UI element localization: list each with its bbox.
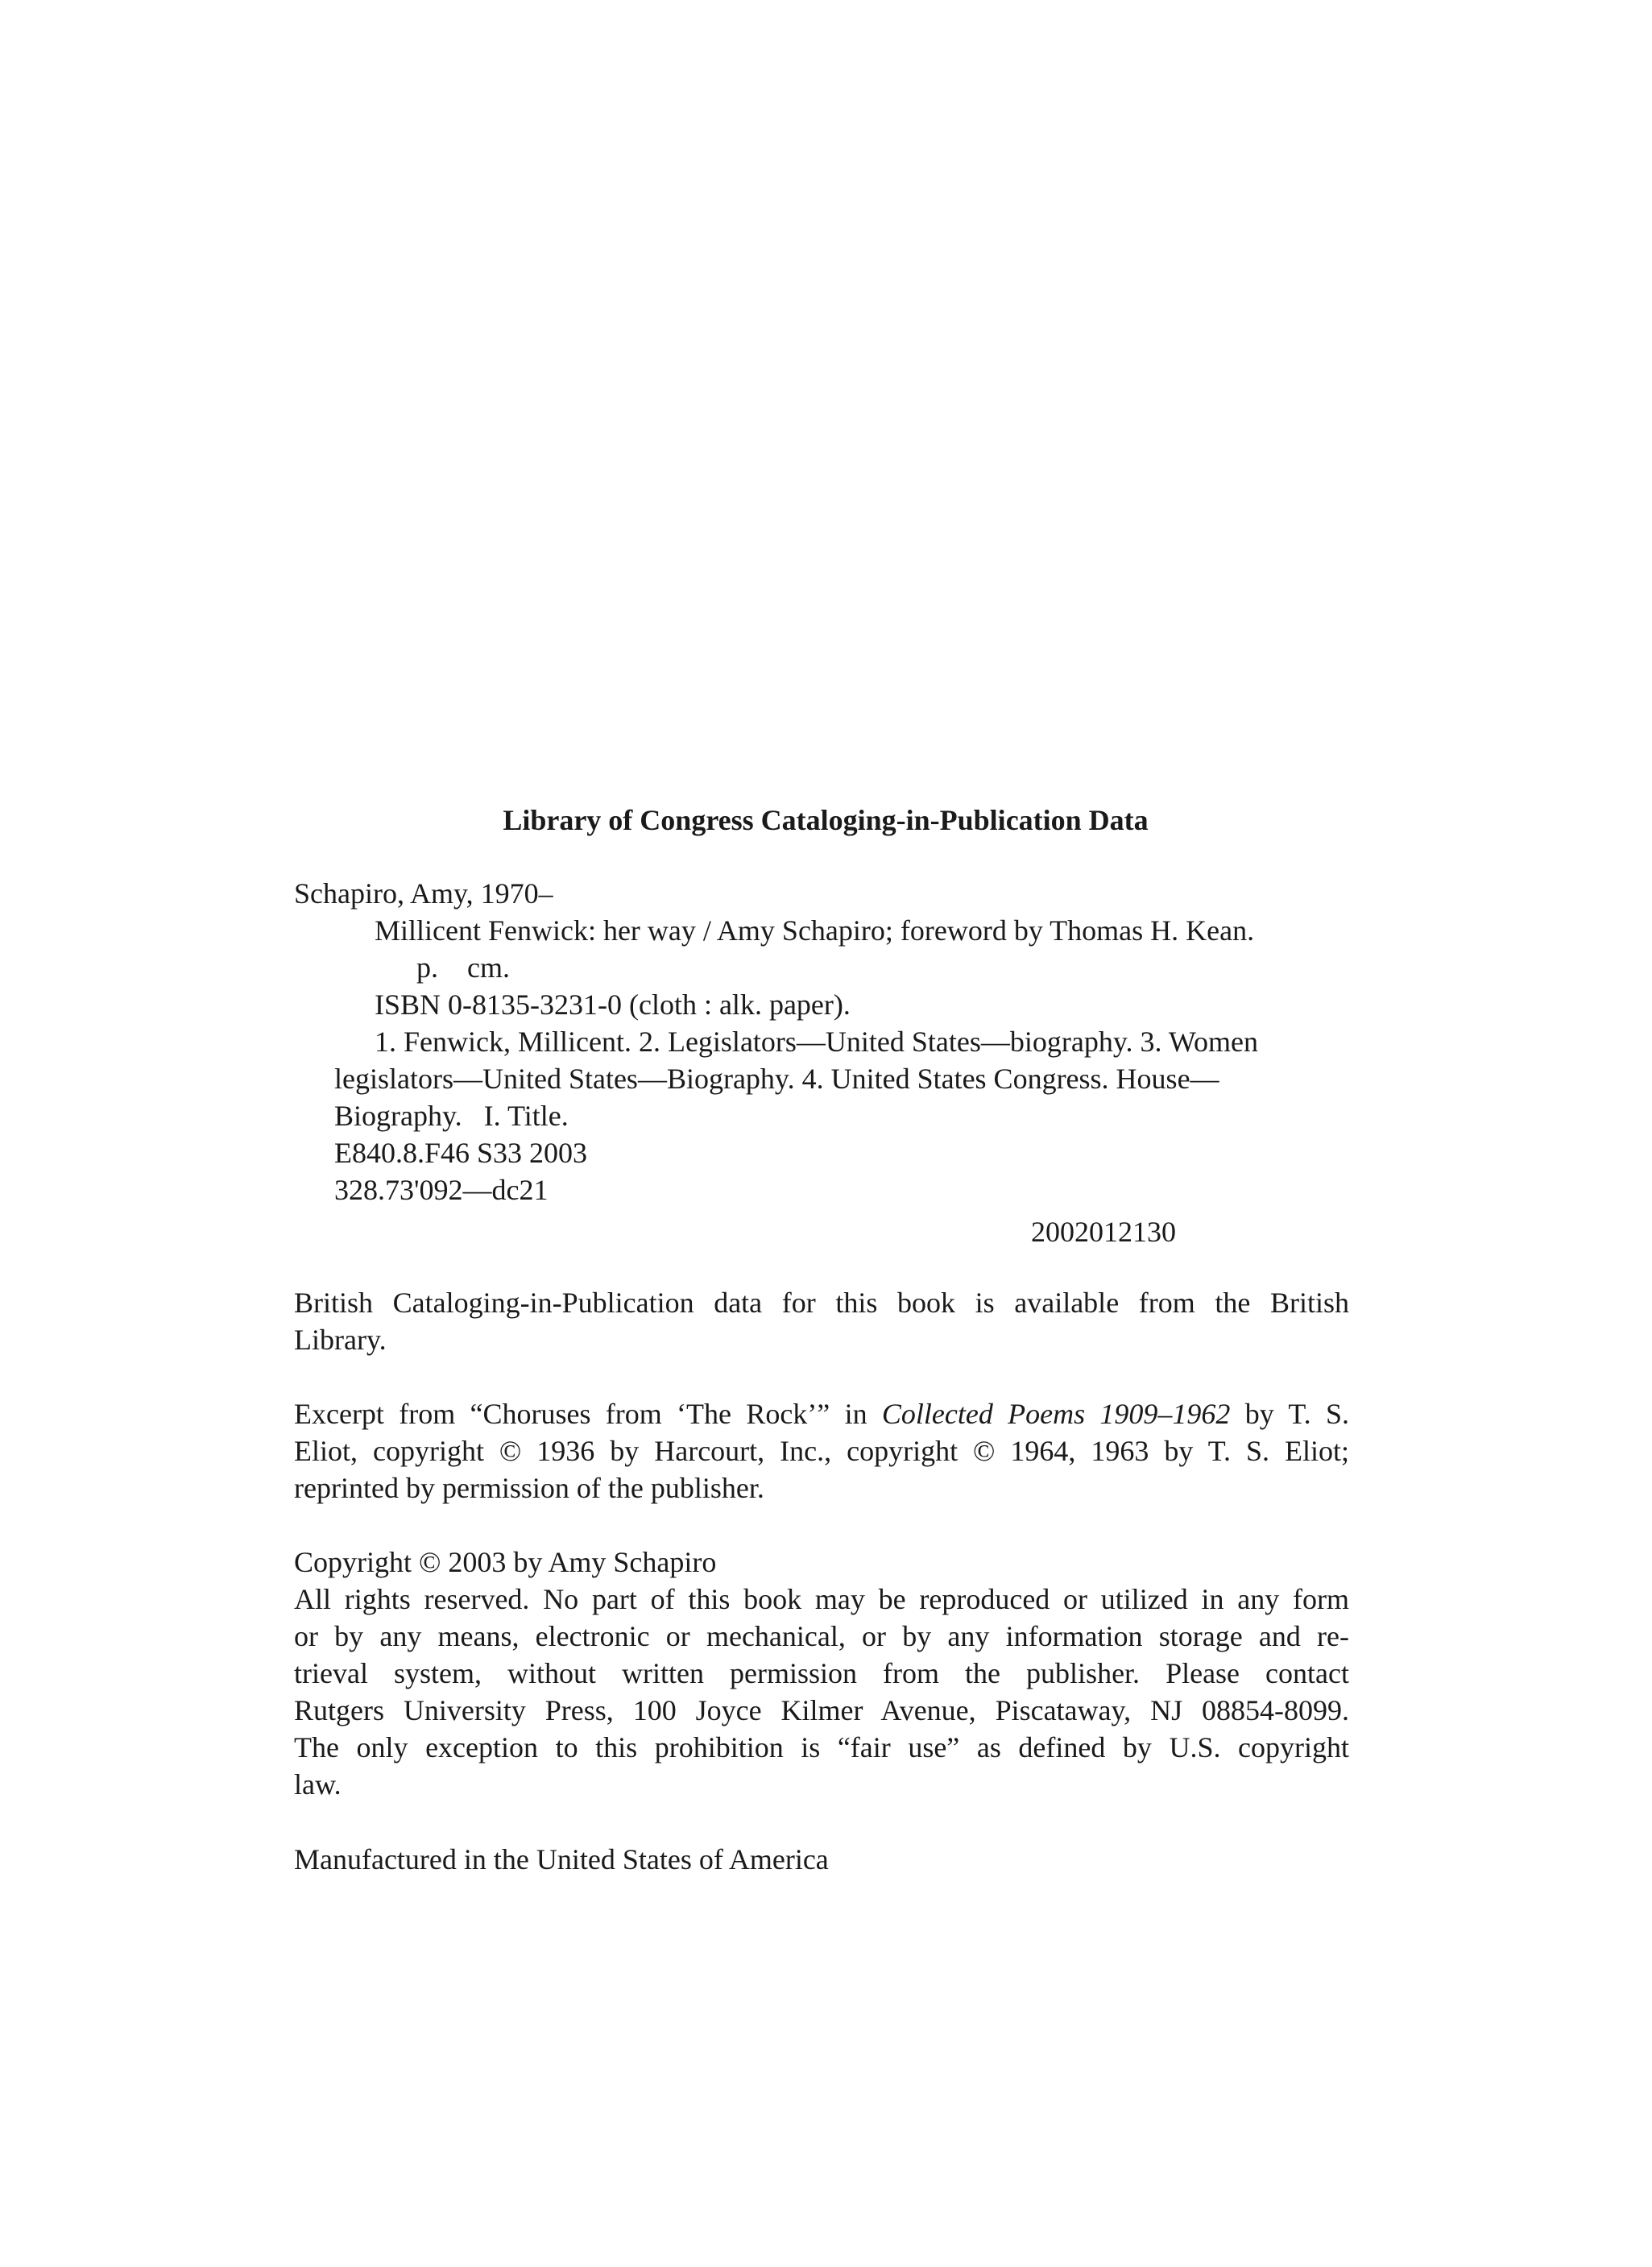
rights-line-6: law. [294,1768,342,1801]
cip-pagination: p. cm. [416,951,510,984]
cip-lccn: 2002012130 [1031,1216,1176,1248]
manufactured-note: Manufactured in the United States of America [294,1843,829,1875]
cip-dewey: 328.73'092—dc21 [334,1174,549,1206]
british-line-2: Library. [294,1324,387,1356]
excerpt-line-1 [294,1395,1349,1432]
cip-lc-class: E840.8.F46 S33 2003 [334,1137,588,1169]
cip-title: Millicent Fenwick: her way / Amy Schapiro; foreword by Thomas H. Kean. [375,914,1255,947]
cip-heading: Library of Congress Cataloging-in-Publication Data [503,804,1149,836]
copyright-holder: Copyright © 2003 by Amy Schapiro [294,1546,717,1578]
british-line-1: British Cataloging-in-Publication data for this book is available from the British [294,1287,1349,1319]
rights-line-4: Rutgers University Press, 100 Joyce Kilmer Avenue, Piscataway, NJ 08854-8099. [294,1694,1349,1726]
excerpt-line-1-pre: Excerpt from “Choruses from ‘The Rock’” in [294,1398,882,1430]
excerpt-line-3: reprinted by permission of the publisher. [294,1472,764,1504]
rights-line-2: or by any means, electronic or mechanical, or by any information storage and re- [294,1620,1349,1652]
british-cip-note [294,1284,1349,1358]
rights-line-1: All rights reserved. No part of this book may be reproduced or utilized in any form [294,1583,1349,1615]
copyright-notice [294,1544,1349,1803]
rights-line-5: The only exception to this prohibition is “fair use” as defined by U.S. copyright [294,1731,1349,1763]
cip-subjects-line3: Biography. I. Title. [334,1100,569,1132]
cip-subjects-line1: 1. Fenwick, Millicent. 2. Legislators—United States—biography. 3. Women [375,1026,1258,1058]
excerpt-line-2: Eliot, copyright © 1936 by Harcourt, Inc., copyright © 1964, 1963 by T. S. Eliot; [294,1435,1349,1467]
excerpt-book-title: Collected Poems 1909–1962 [881,1398,1231,1430]
excerpt-line-1-post: by T. S. [1230,1398,1349,1430]
cip-author: Schapiro, Amy, 1970– [294,877,553,910]
cip-record [294,875,1349,1208]
rights-line-3: trieval system, without written permission from the publisher. Please contact [294,1657,1349,1689]
cip-subjects-line2: legislators—United States—Biography. 4. United States Congress. House— [334,1063,1219,1095]
excerpt-permission [294,1395,1349,1506]
cip-isbn: ISBN 0-8135-3231-0 (cloth : alk. paper). [375,988,851,1021]
